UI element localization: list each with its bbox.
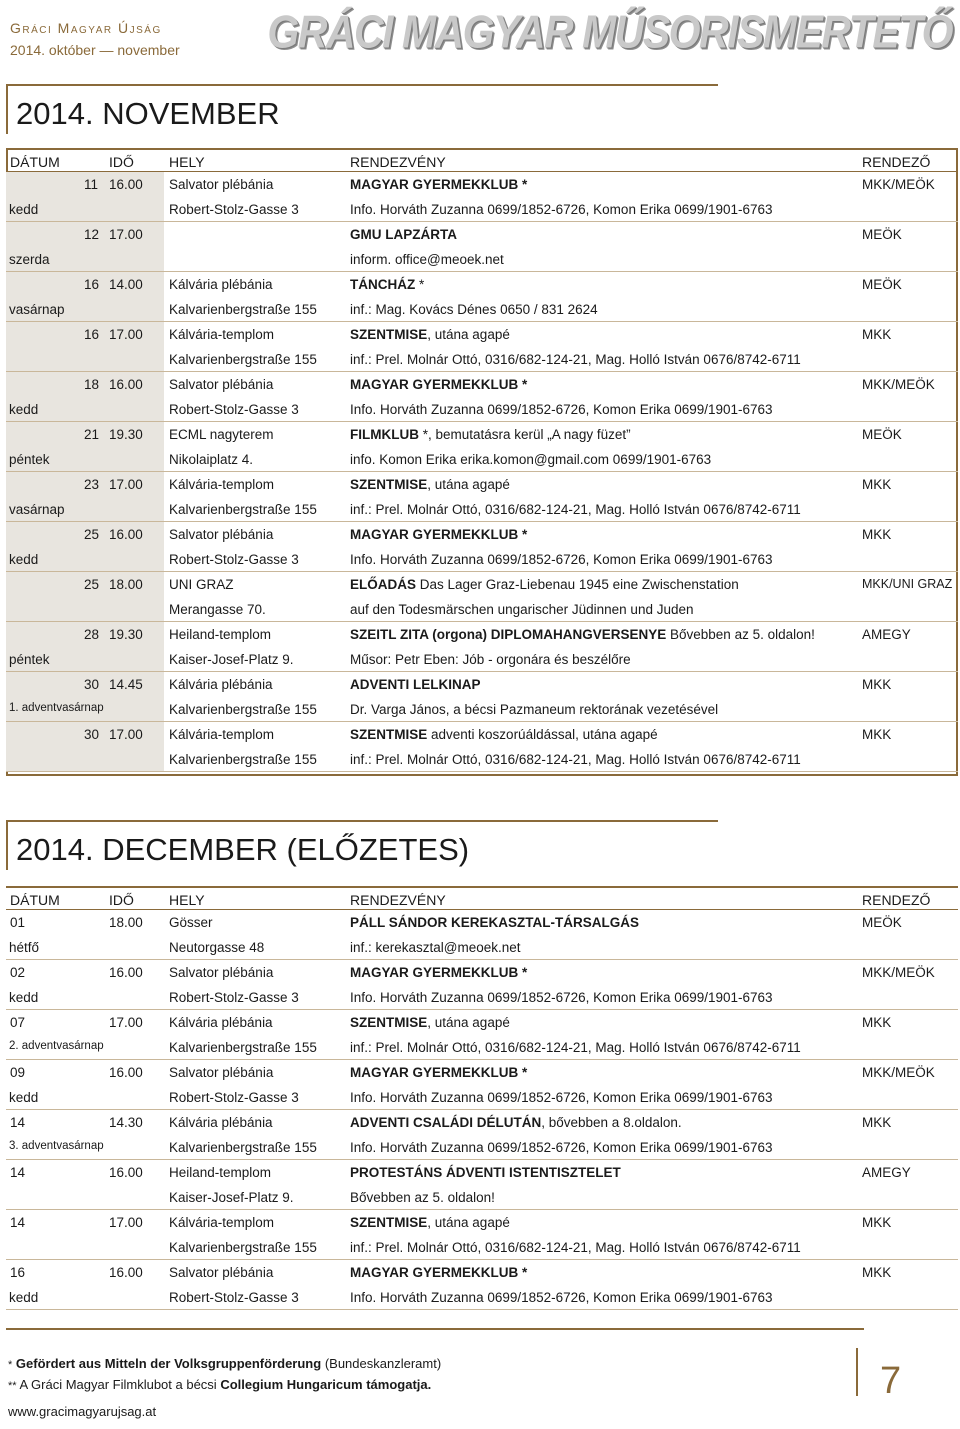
event-day: 28 [84,627,100,642]
event-title-bold: SZEITL ZITA (orgona) DIPLOMAHANGVERSENYE [350,627,667,642]
event-title [350,677,481,692]
event-title [350,577,739,592]
event-title [350,965,527,980]
event-organizer: MKK [862,477,892,492]
event-weekday: hétfő [9,940,40,955]
event-title-bold: ADVENTI CSALÁDI DÉLUTÁN [350,1115,542,1130]
footnotes [8,1354,441,1396]
event-info: Info. Horváth Zuzanna 0699/1852-6726, Komon Erika 0699/1901-6763 [350,1090,773,1105]
event-address: Robert-Stolz-Gasse 3 [169,990,299,1005]
event-line-detail [6,597,958,622]
event-line-main [6,522,958,547]
event-title [350,477,510,492]
event-title [350,277,424,292]
event-time: 16.00 [109,1165,143,1180]
event-title-bold: SZENTMISE [350,1215,428,1230]
event-time: 17.00 [109,727,143,742]
event-address: Kalvarienbergstraße 155 [169,352,317,367]
event-row [6,722,958,772]
event-time: 19.30 [109,627,143,642]
event-line-detail [6,247,958,272]
event-title-bold: MAGYAR GYERMEKKLUB * [350,1065,528,1080]
event-title-bold: TÁNCHÁZ [350,277,416,292]
event-day: 01 [10,915,26,930]
page-number: 7 [880,1360,902,1402]
event-organizer: MKK/UNI GRAZ [862,577,953,591]
event-time: 17.00 [109,1215,143,1230]
event-line-detail [6,497,958,522]
event-place: Salvator plébánia [169,527,274,542]
event-row [6,272,958,322]
event-title [350,1265,527,1280]
event-time: 16.00 [109,177,143,192]
event-organizer: AMEGY [862,627,911,642]
event-address: Robert-Stolz-Gasse 3 [169,1090,299,1105]
event-title-bold: SZENTMISE [350,727,428,742]
event-line-main [6,422,958,447]
event-line-detail [6,1035,958,1060]
event-line-detail [6,547,958,572]
row-divider [6,771,958,772]
event-place: Kálvária-templom [169,1215,275,1230]
col-organizer: RENDEZŐ [862,154,931,170]
event-organizer: MKK/MEÖK [862,1065,935,1080]
event-line-detail [6,697,958,722]
event-organizer: MKK [862,527,892,542]
event-title-rest: adventi koszorúáldással, utána agapé [427,727,658,742]
event-time: 19.30 [109,427,143,442]
footnote-2-text: A Gráci Magyar Filmklubot a bécsi [16,1377,221,1392]
event-address: Nikolaiplatz 4. [169,452,254,467]
col-time: IDŐ [109,154,134,170]
event-time: 14.45 [109,677,143,692]
event-line-main [6,722,958,747]
event-row [6,1160,958,1210]
event-weekday: kedd [9,402,39,417]
event-title [350,177,527,192]
event-organizer: MEÖK [862,277,902,292]
event-info: inf.: kerekasztal@meoek.net [350,940,521,955]
event-info: inf.: Prel. Molnár Ottó, 0316/682-124-21, Mag. Holló István 0676/8742-6711 [350,1240,801,1255]
event-place: Heiland-templom [169,1165,272,1180]
event-organizer: MKK [862,1115,892,1130]
november-table [6,148,958,772]
event-row [6,910,958,960]
event-address: Kalvarienbergstraße 155 [169,1240,317,1255]
event-time: 14.00 [109,277,143,292]
event-weekday: péntek [9,452,50,467]
footnote-1-bold: Gefördert aus Mitteln der Volksgruppenförderung [15,1356,322,1371]
footnote-2-bold: Collegium Hungaricum támogatja. [220,1377,432,1392]
event-line-main [6,472,958,497]
event-address: Kalvarienbergstraße 155 [169,752,317,767]
event-title-bold: SZENTMISE [350,477,428,492]
issue-date: 2014. október — november [10,42,180,58]
event-weekday: szerda [9,252,50,267]
event-place: UNI GRAZ [169,577,234,592]
event-line-main [6,322,958,347]
event-title [350,727,658,742]
event-line-detail [6,197,958,222]
event-info: inf.: Prel. Molnár Ottó, 0316/682-124-21, Mag. Holló István 0676/8742-6711 [350,502,801,517]
event-organizer: AMEGY [862,1165,911,1180]
event-row [6,572,958,622]
event-organizer: MKK/MEÖK [862,377,935,392]
event-title-bold: PROTESTÁNS ÁDVENTI ISTENTISZTELET [350,1165,621,1180]
event-place: Kálvária-templom [169,477,275,492]
event-info: info. Komon Erika erika.komon@gmail.com 0699/1901-6763 [350,452,712,467]
event-row [6,1110,958,1160]
event-title-bold: MAGYAR GYERMEKKLUB * [350,965,528,980]
december-table [6,886,958,1310]
event-info: Info. Horváth Zuzanna 0699/1852-6726, Komon Erika 0699/1901-6763 [350,1140,773,1155]
col-event: RENDEZVÉNY [350,892,446,908]
event-line-detail [6,1135,958,1160]
event-info: Info. Horváth Zuzanna 0699/1852-6726, Komon Erika 0699/1901-6763 [350,552,773,567]
event-day: 30 [84,727,100,742]
event-line-detail [6,447,958,472]
event-weekday: 2. adventvasárnap [9,1040,104,1052]
event-title-bold: MAGYAR GYERMEKKLUB * [350,377,528,392]
event-address: Kaiser-Josef-Platz 9. [169,1190,294,1205]
event-row [6,422,958,472]
event-weekday: péntek [9,652,50,667]
event-day: 16 [10,1265,26,1280]
event-line-main [6,1160,958,1185]
event-address: Kalvarienbergstraße 155 [169,502,317,517]
event-title-rest: , bővebben a 8.oldalon. [541,1115,682,1130]
event-line-main [6,1260,958,1285]
event-line-detail [6,935,958,960]
event-time: 18.00 [109,915,143,930]
section-title-december: 2014. DECEMBER (ELŐZETES) [16,832,470,867]
event-weekday: kedd [9,552,39,567]
event-line-detail [6,297,958,322]
event-time: 16.00 [109,965,143,980]
section-title-november: 2014. NOVEMBER [16,96,280,131]
event-address: Robert-Stolz-Gasse 3 [169,1290,299,1305]
event-time: 17.00 [109,327,143,342]
event-time: 18.00 [109,577,143,592]
event-line-main [6,272,958,297]
event-weekday: 1. adventvasárnap [9,702,104,714]
event-organizer: MKK/MEÖK [862,965,935,980]
event-line-main [6,372,958,397]
event-title [350,1015,510,1030]
event-title [350,1165,621,1180]
event-title [350,1215,510,1230]
event-info: inf.: Prel. Molnár Ottó, 0316/682-124-21, Mag. Holló István 0676/8742-6711 [350,1040,801,1055]
event-address: Kaiser-Josef-Platz 9. [169,652,294,667]
event-row [6,622,958,672]
col-place: HELY [169,892,205,908]
event-title-bold: ELŐADÁS [350,577,417,592]
event-line-detail [6,747,958,772]
col-date: DÁTUM [10,892,60,908]
event-row [6,222,958,272]
event-day: 14 [10,1115,26,1130]
event-day: 11 [84,177,99,192]
publication-name: Gráci Magyar Újság [10,20,162,36]
event-line-detail [6,985,958,1010]
event-time: 16.00 [109,527,143,542]
event-title-bold: GMU LAPZÁRTA [350,227,457,242]
event-title-bold: ADVENTI LELKINAP [350,677,481,692]
event-title [350,1065,527,1080]
event-place: Heiland-templom [169,627,272,642]
event-day: 16 [84,277,100,292]
event-line-detail [6,347,958,372]
event-organizer: MEÖK [862,915,902,930]
event-address: Neutorgasse 48 [169,940,265,955]
event-time: 17.00 [109,1015,143,1030]
event-line-detail [6,1285,958,1310]
event-title-bold: SZENTMISE [350,1015,428,1030]
event-weekday: kedd [9,1090,39,1105]
event-row [6,1210,958,1260]
event-organizer: MEÖK [862,227,902,242]
event-day: 14 [10,1165,26,1180]
column-header [6,148,958,172]
event-time: 17.00 [109,477,143,492]
event-title-bold: MAGYAR GYERMEKKLUB * [350,527,528,542]
event-info: Info. Horváth Zuzanna 0699/1852-6726, Komon Erika 0699/1901-6763 [350,990,773,1005]
footnote-star: ** [8,1380,17,1392]
event-day: 14 [10,1215,26,1230]
event-line-main [6,172,958,197]
event-address: Robert-Stolz-Gasse 3 [169,552,299,567]
event-title-rest: , utána agapé [427,1215,510,1230]
november-title-box [6,84,718,134]
event-weekday: 3. adventvasárnap [9,1140,104,1152]
event-organizer: MKK/MEÖK [862,177,935,192]
event-day: 25 [84,527,100,542]
event-place: Salvator plébánia [169,965,274,980]
event-line-main [6,222,958,247]
event-weekday: vasárnap [9,302,65,317]
event-place: Kálvária plébánia [169,677,273,692]
event-line-detail [6,397,958,422]
event-time: 16.00 [109,377,143,392]
event-title [350,327,510,342]
event-info: Dr. Varga János, a bécsi Pazmaneum rektorának vezetésével [350,702,719,717]
event-time: 17.00 [109,227,143,242]
event-title-bold: SZENTMISE [350,327,428,342]
event-title-rest: , utána agapé [427,1015,510,1030]
event-row [6,1060,958,1110]
event-organizer: MKK [862,1215,892,1230]
event-day: 18 [84,377,100,392]
event-title-rest: * [415,277,425,292]
event-line-main [6,1010,958,1035]
event-info: inform. office@meoek.net [350,252,504,267]
footnote-1-rest: (Bundeskanzleramt) [321,1356,442,1371]
event-day: 07 [10,1015,26,1030]
event-line-main [6,1210,958,1235]
event-day: 16 [84,327,100,342]
footnote-1 [8,1354,441,1375]
event-day: 25 [84,577,100,592]
event-row [6,672,958,722]
event-info: Info. Horváth Zuzanna 0699/1852-6726, Komon Erika 0699/1901-6763 [350,402,773,417]
event-place: Kálvária-templom [169,727,275,742]
event-place: Salvator plébánia [169,1265,274,1280]
page-number-rule [856,1348,858,1396]
event-line-main [6,572,958,597]
col-organizer: RENDEZŐ [862,892,931,908]
event-weekday: kedd [9,990,39,1005]
event-place: Salvator plébánia [169,177,274,192]
event-weekday: kedd [9,1290,39,1305]
event-place: Kálvária plébánia [169,1115,273,1130]
event-day: 02 [10,965,26,980]
event-title [350,627,815,642]
event-line-main [6,1110,958,1135]
event-place: Kálvária plébánia [169,1015,273,1030]
col-place: HELY [169,154,205,170]
event-time: 14.30 [109,1115,143,1130]
event-info: inf.: Mag. Kovács Dénes 0650 / 831 2624 [350,302,598,317]
event-title-rest: , utána agapé [427,477,510,492]
event-organizer: MKK [862,727,892,742]
event-info: Info. Horváth Zuzanna 0699/1852-6726, Komon Erika 0699/1901-6763 [350,202,773,217]
event-time: 16.00 [109,1065,143,1080]
event-title [350,227,457,242]
event-place: Kálvária-templom [169,327,275,342]
event-row [6,472,958,522]
event-place: Gösser [169,915,213,930]
event-row [6,522,958,572]
event-organizer: MKK [862,1015,892,1030]
footnote-2 [8,1375,441,1396]
event-address: Kalvarienbergstraße 155 [169,302,317,317]
event-title-rest: , utána agapé [427,327,510,342]
event-info: Műsor: Petr Eben: Jób - orgonára és beszélőre [350,652,631,667]
event-weekday: kedd [9,202,39,217]
event-day: 23 [84,477,100,492]
col-date: DÁTUM [10,154,60,170]
event-title [350,1115,682,1130]
event-organizer: MKK [862,1265,892,1280]
event-title-rest: *, bemutatásra kerül „A nagy füzet” [418,427,631,442]
event-address: Kalvarienbergstraße 155 [169,1140,317,1155]
event-title-bold: MAGYAR GYERMEKKLUB * [350,1265,528,1280]
event-organizer: MKK [862,327,892,342]
event-row [6,1260,958,1310]
event-time: 16.00 [109,1265,143,1280]
event-line-main [6,910,958,935]
event-info: inf.: Prel. Molnár Ottó, 0316/682-124-21, Mag. Holló István 0676/8742-6711 [350,752,801,767]
event-line-main [6,672,958,697]
event-address: Robert-Stolz-Gasse 3 [169,402,299,417]
event-title [350,915,639,930]
footnote-star: * [8,1359,13,1371]
event-place: ECML nagyterem [169,427,274,442]
col-time: IDŐ [109,892,134,908]
event-day: 21 [84,427,100,442]
event-title-rest: Das Lager Graz-Liebenau 1945 eine Zwischenstation [416,577,739,592]
event-row [6,960,958,1010]
event-row [6,172,958,222]
event-line-detail [6,647,958,672]
publication-header [10,20,180,58]
event-title-bold: MAGYAR GYERMEKKLUB * [350,177,528,192]
event-line-detail [6,1185,958,1210]
december-title-box [6,820,718,870]
footer-rule [6,1328,864,1330]
masthead-logo: GRÁCI MAGYAR MŰSORISMERTETŐ [267,6,952,58]
event-weekday: vasárnap [9,502,65,517]
event-organizer: MKK [862,677,892,692]
event-day: 09 [10,1065,26,1080]
event-address: Kalvarienbergstraße 155 [169,702,317,717]
website-link[interactable]: www.gracimagyarujsag.at [8,1404,157,1419]
event-info: inf.: Prel. Molnár Ottó, 0316/682-124-21, Mag. Holló István 0676/8742-6711 [350,352,801,367]
event-day: 30 [84,677,100,692]
event-address: Merangasse 70. [169,602,266,617]
event-place: Salvator plébánia [169,377,274,392]
event-line-main [6,1060,958,1085]
event-line-detail [6,1085,958,1110]
event-info: Bővebben az 5. oldalon! [350,1190,495,1205]
event-place: Salvator plébánia [169,1065,274,1080]
event-row [6,1010,958,1060]
row-divider [6,1309,958,1310]
event-title-bold: FILMKLUB [350,427,419,442]
event-address: Robert-Stolz-Gasse 3 [169,202,299,217]
event-line-main [6,960,958,985]
event-title-rest: Bővebben az 5. oldalon! [666,627,815,642]
event-title [350,427,631,442]
event-row [6,322,958,372]
event-title [350,377,527,392]
event-place: Kálvária plébánia [169,277,273,292]
event-info: Info. Horváth Zuzanna 0699/1852-6726, Komon Erika 0699/1901-6763 [350,1290,773,1305]
event-address: Kalvarienbergstraße 155 [169,1040,317,1055]
event-title [350,527,527,542]
col-event: RENDEZVÉNY [350,154,446,170]
event-title-bold: PÁLL SÁNDOR KEREKASZTAL-TÁRSALGÁS [350,915,639,930]
event-info: auf den Todesmärschen ungarischer Jüdinnen und Juden [350,602,694,617]
event-organizer: MEÖK [862,427,902,442]
event-line-detail [6,1235,958,1260]
event-day: 12 [84,227,100,242]
column-header [6,886,958,910]
event-row [6,372,958,422]
event-line-main [6,622,958,647]
